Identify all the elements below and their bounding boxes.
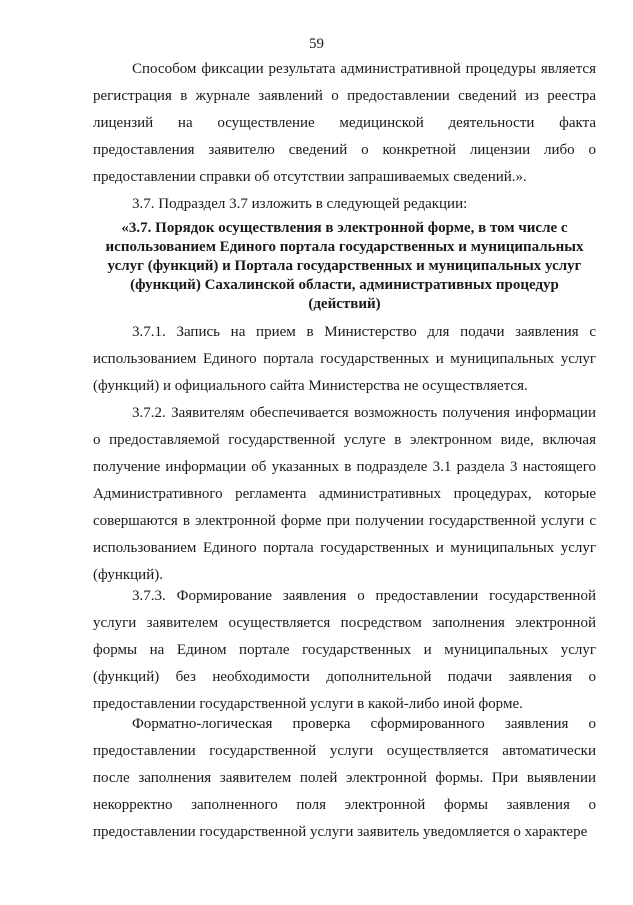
- paragraph-text: Способом фиксации результата административной процедуры является регистрация в журнале заявлений о предоставлении сведений из реестра лицензий на осуществление медицинской деятельности факта предоставления заявителю сведений о конкретной лицензии либо о предоставлении справки об отсутствии запрашиваемых сведений.».: [93, 61, 596, 185]
- paragraph-text: Форматно-логическая проверка сформированного заявления о предоставлении государственной услуги осуществляется автоматически после заполнения заявителем полей электронной формы. При выявлении некорректно заполненного поля электронной формы заявления о предоставлении государственной услуги заявитель уведомляется о характере: [93, 716, 596, 840]
- paragraph-3-7-intro: [93, 191, 596, 218]
- page-number: 59: [309, 36, 324, 52]
- paragraph-text: 3.7.3. Формирование заявления о предоставлении государственной услуги заявителем осуществляется посредством заполнения электронной формы на Едином портале государственных и муниципальных услуг (функций) без необходимости дополнительной подачи заявления о предоставлении государственной услуги в какой-либо иной форме.: [93, 588, 596, 712]
- paragraph-3-7-2: [93, 400, 596, 589]
- paragraph-3-7-1: [93, 319, 596, 400]
- paragraph-3-7-3: [93, 583, 596, 718]
- paragraph-text: 3.7.2. Заявителям обеспечивается возможность получения информации о предоставляемой государственной услуге в электронном виде, включая получение информации об указанных в подразделе 3.1 раздела 3 настоящего Административного регламента административных процедурах, которые совершаются в электронной форме при получении государственной услуги с использованием Единого портала государственных и муниципальных услуг (функций).: [93, 405, 596, 583]
- paragraph-text: 3.7. Подраздел 3.7 изложить в следующей редакции:: [132, 196, 468, 212]
- paragraph-fixation-method: [93, 56, 596, 191]
- paragraph-format-check: [93, 711, 596, 846]
- section-heading-3-7: «3.7. Порядок осуществления в электронной форме, в том числе с использованием Единого портала государственных и муниципальных услуг (функций) и Портала государственных и муниципальных услуг (функций) Сахалинской области, административных процедур (действий): [105, 220, 584, 312]
- paragraph-text: 3.7.1. Запись на прием в Министерство для подачи заявления с использованием Единого портала государственных и муниципальных услуг (функций) и официального сайта Министерства не осуществляется.: [93, 324, 596, 394]
